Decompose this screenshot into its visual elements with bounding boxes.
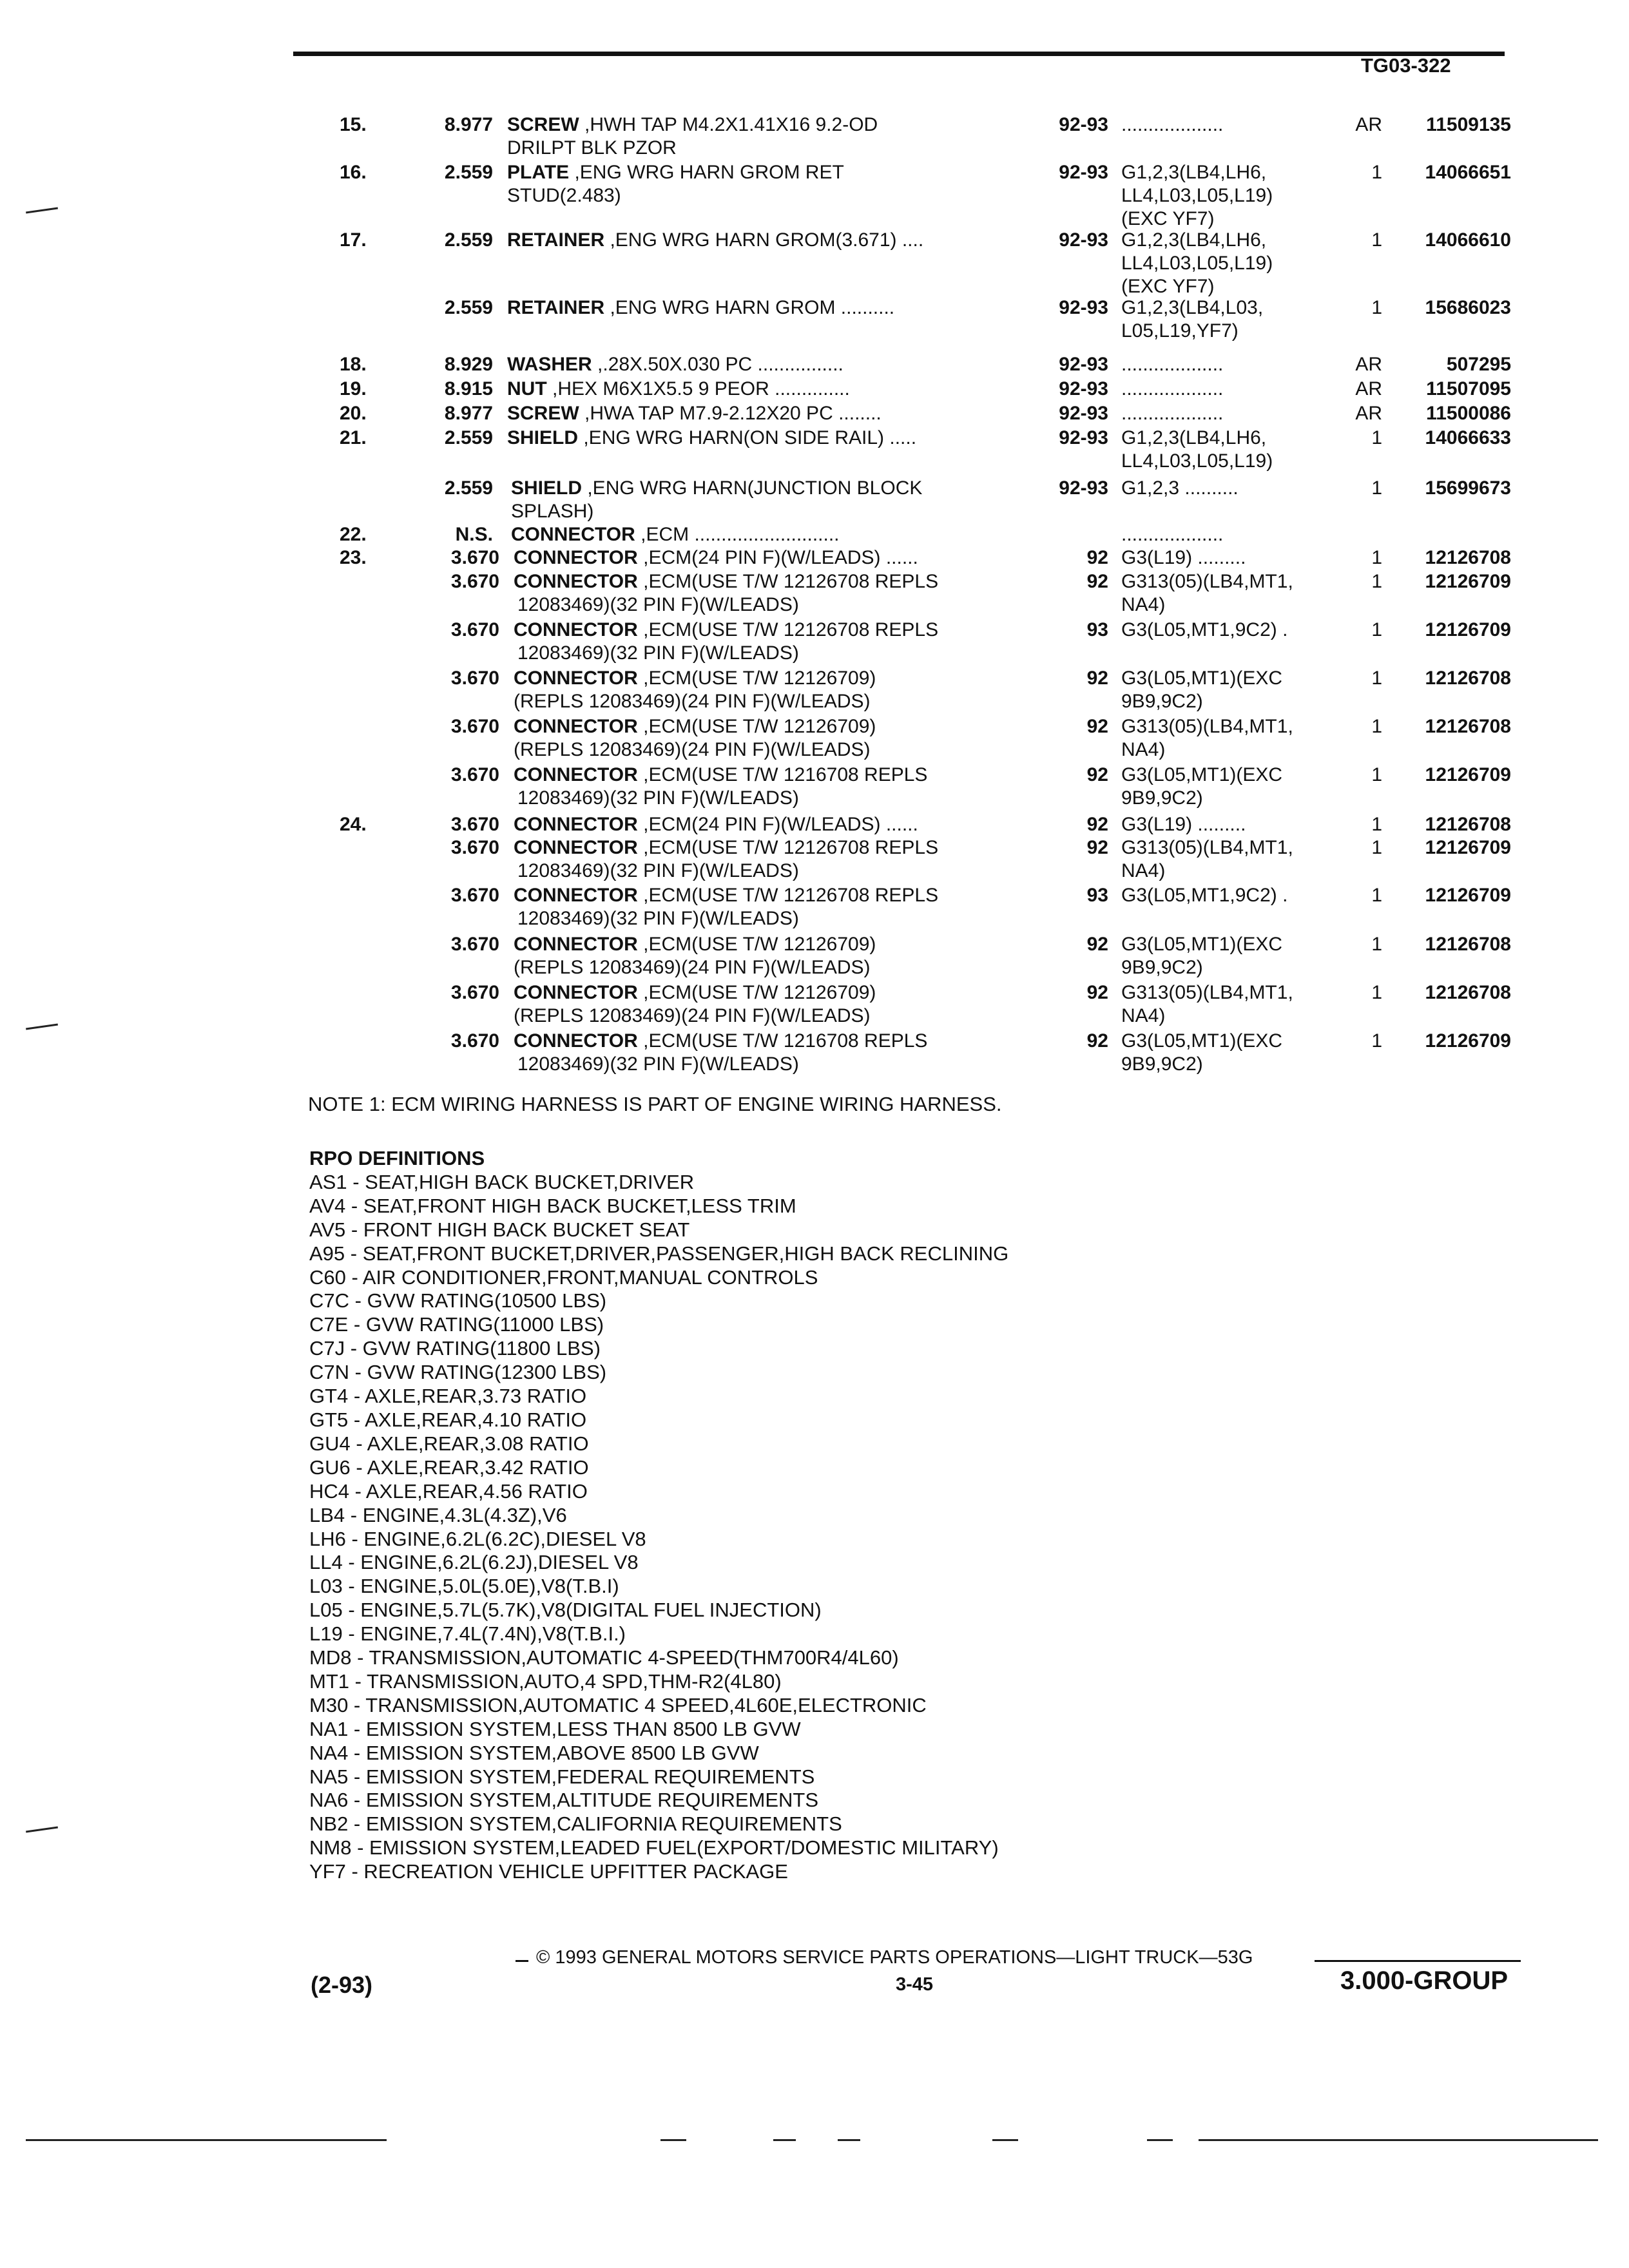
catalog-number: 2.559 xyxy=(444,427,493,448)
part-description xyxy=(507,427,916,450)
catalog-number: 3.670 xyxy=(450,837,499,858)
part-name: SCREW xyxy=(507,114,579,135)
part-detail: ,ECM(USE T/W 1216708 REPLS xyxy=(637,1030,928,1052)
rpo-item: LL4 - ENGINE,6.2L(6.2J),DIESEL V8 xyxy=(309,1551,639,1574)
usage-code: G1,2,3(LB4,L03, xyxy=(1121,297,1264,318)
scan-mark xyxy=(660,2139,686,2141)
quantity: AR xyxy=(1355,114,1382,135)
part-detail: ,ECM ........................... xyxy=(635,524,840,545)
part-number: 14066610 xyxy=(1425,229,1511,251)
usage-code-continued: 9B9,9C2) xyxy=(1121,1053,1203,1075)
item-number: 21. xyxy=(340,427,367,448)
quantity: 1 xyxy=(1371,814,1382,835)
part-number: 12126709 xyxy=(1425,885,1511,906)
part-description xyxy=(507,378,850,401)
catalog-number: 3.670 xyxy=(450,982,499,1003)
part-description-continued: 12083469)(32 PIN F)(W/LEADS) xyxy=(517,908,799,929)
rpo-item: GT4 - AXLE,REAR,3.73 RATIO xyxy=(309,1385,587,1408)
rpo-item: LB4 - ENGINE,4.3L(4.3Z),V6 xyxy=(309,1503,567,1526)
part-description-continued: 12083469)(32 PIN F)(W/LEADS) xyxy=(517,787,799,809)
part-name: PLATE xyxy=(507,162,570,183)
usage-code: G3(L19) ......... xyxy=(1121,547,1246,568)
part-row xyxy=(0,570,1629,619)
part-detail: ,ENG WRG HARN(JUNCTION BLOCK xyxy=(582,477,923,499)
part-name: CONNECTOR xyxy=(514,814,638,835)
rpo-item: MT1 - TRANSMISSION,AUTO,4 SPD,THM-R2(4L80) xyxy=(309,1669,782,1693)
part-detail: ,ECM(USE T/W 12126709) xyxy=(637,716,876,737)
part-description xyxy=(514,813,918,836)
part-row xyxy=(0,1030,1629,1079)
usage-code-continued: LL4,L03,L05,L19) xyxy=(1121,185,1273,206)
footer-group: 3.000-GROUP xyxy=(1340,1966,1509,1995)
rpo-item: A95 - SEAT,FRONT BUCKET,DRIVER,PASSENGER,HIGH BACK RECLINING xyxy=(309,1242,1009,1265)
rpo-item: LH6 - ENGINE,6.2L(6.2C),DIESEL V8 xyxy=(309,1527,646,1550)
catalog-number: 8.915 xyxy=(444,378,493,399)
part-number: 14066651 xyxy=(1425,162,1511,183)
part-description xyxy=(514,667,876,690)
part-description xyxy=(507,353,843,376)
rpo-item: C7J - GVW RATING(11800 LBS) xyxy=(309,1337,601,1360)
part-number: 12126709 xyxy=(1425,571,1511,592)
part-description xyxy=(514,1030,927,1053)
usage-code: G1,2,3(LB4,LH6, xyxy=(1121,427,1267,448)
part-description-continued: 12083469)(32 PIN F)(W/LEADS) xyxy=(517,1053,799,1075)
usage-code: G1,2,3(LB4,LH6, xyxy=(1121,229,1267,251)
catalog-number: 3.670 xyxy=(450,1030,499,1052)
quantity: 1 xyxy=(1371,162,1382,183)
rpo-item: NA1 - EMISSION SYSTEM,LESS THAN 8500 LB GVW xyxy=(309,1717,801,1740)
usage-code-continued: 9B9,9C2) xyxy=(1121,957,1203,978)
item-number: 15. xyxy=(340,114,367,135)
usage-code: ................... xyxy=(1121,114,1224,135)
rpo-item: AV5 - FRONT HIGH BACK BUCKET SEAT xyxy=(309,1218,690,1241)
usage-code: G313(05)(LB4,MT1, xyxy=(1121,982,1293,1003)
model-years: 92-93 xyxy=(1059,378,1108,399)
quantity: 1 xyxy=(1371,837,1382,858)
catalog-number: 3.670 xyxy=(450,547,499,568)
part-description-continued: 12083469)(32 PIN F)(W/LEADS) xyxy=(517,594,799,615)
rpo-item: MD8 - TRANSMISSION,AUTOMATIC 4-SPEED(THM700R4/4L60) xyxy=(309,1646,899,1669)
rpo-definitions xyxy=(309,1147,1008,1884)
part-number: 12126709 xyxy=(1425,837,1511,858)
part-detail: ,HWH TAP M4.2X1.41X16 9.2-OD xyxy=(579,114,878,135)
part-detail: ,ECM(USE T/W 1216708 REPLS xyxy=(637,764,928,785)
usage-code: ................... xyxy=(1121,524,1224,545)
part-detail: ,ENG WRG HARN(ON SIDE RAIL) ..... xyxy=(578,427,917,448)
usage-code: ................... xyxy=(1121,354,1224,375)
catalog-number: 3.670 xyxy=(450,764,499,785)
part-detail: ,ENG WRG HARN GROM .......... xyxy=(604,297,895,318)
part-description xyxy=(514,619,938,642)
part-row xyxy=(0,296,1629,345)
part-name: CONNECTOR xyxy=(514,885,638,906)
part-row xyxy=(0,113,1629,162)
model-years: 92-93 xyxy=(1059,477,1108,499)
rpo-list xyxy=(309,1171,1008,1884)
model-years: 92-93 xyxy=(1059,114,1108,135)
item-number: 18. xyxy=(340,354,367,375)
part-detail: ,ECM(USE T/W 12126708 REPLS xyxy=(637,571,939,592)
scan-mark xyxy=(26,2139,387,2141)
rpo-item: AS1 - SEAT,HIGH BACK BUCKET,DRIVER xyxy=(309,1170,695,1193)
part-number: 11500086 xyxy=(1426,403,1511,424)
part-detail: ,ECM(USE T/W 12126708 REPLS xyxy=(637,885,939,906)
usage-code-continued: NA4) xyxy=(1121,594,1166,615)
part-description xyxy=(514,836,938,860)
part-description-continued: (REPLS 12083469)(24 PIN F)(W/LEADS) xyxy=(514,739,871,760)
rpo-item: AV4 - SEAT,FRONT HIGH BACK BUCKET,LESS TRIM xyxy=(309,1194,796,1217)
quantity: 1 xyxy=(1371,427,1382,448)
part-name: SCREW xyxy=(507,403,579,424)
rpo-item: M30 - TRANSMISSION,AUTOMATIC 4 SPEED,4L60E,ELECTRONIC xyxy=(309,1693,927,1716)
catalog-number: 2.559 xyxy=(444,477,493,499)
part-description-continued: 12083469)(32 PIN F)(W/LEADS) xyxy=(517,860,799,881)
usage-code-continued: LL4,L03,L05,L19) xyxy=(1121,253,1273,274)
catalog-number: 2.559 xyxy=(444,162,493,183)
usage-code: G3(L05,MT1)(EXC xyxy=(1121,1030,1283,1052)
part-description xyxy=(507,161,844,184)
rpo-item: NA5 - EMISSION SYSTEM,FEDERAL REQUIREMENTS xyxy=(309,1765,815,1788)
part-number: 12126709 xyxy=(1425,619,1511,640)
catalog-number: 3.670 xyxy=(450,934,499,955)
rpo-item: NM8 - EMISSION SYSTEM,LEADED FUEL(EXPORT/DOMESTIC MILITARY) xyxy=(309,1836,999,1860)
part-description xyxy=(514,715,876,738)
part-number: 11509135 xyxy=(1426,114,1511,135)
item-number: 19. xyxy=(340,378,367,399)
quantity: 1 xyxy=(1371,764,1382,785)
part-description xyxy=(507,113,878,137)
usage-code-continued: (EXC YF7) xyxy=(1121,276,1215,297)
part-row xyxy=(0,667,1629,716)
part-name: WASHER xyxy=(507,354,592,375)
part-number: 11507095 xyxy=(1426,378,1511,399)
part-detail: ,ECM(USE T/W 12126709) xyxy=(637,668,876,689)
footer-date: (2-93) xyxy=(311,1972,373,1998)
rpo-item: GT5 - AXLE,REAR,4.10 RATIO xyxy=(309,1408,587,1431)
part-description xyxy=(514,546,918,570)
catalog-number: 3.670 xyxy=(450,619,499,640)
part-name: CONNECTOR xyxy=(514,934,638,955)
catalog-number: 3.670 xyxy=(450,716,499,737)
page-id: TG03-322 xyxy=(1361,54,1451,77)
part-description xyxy=(511,477,922,500)
usage-code-continued: (EXC YF7) xyxy=(1121,208,1215,229)
part-description xyxy=(507,229,923,252)
catalog-number: 3.670 xyxy=(450,571,499,592)
item-number: 16. xyxy=(340,162,367,183)
catalog-number: N.S. xyxy=(455,524,493,545)
part-row xyxy=(0,836,1629,885)
item-number: 24. xyxy=(340,814,367,835)
item-number: 22. xyxy=(340,524,367,545)
part-number: 12126708 xyxy=(1425,716,1511,737)
model-years: 92 xyxy=(1086,571,1108,592)
part-row xyxy=(0,427,1629,476)
part-name: RETAINER xyxy=(507,297,605,318)
part-description-continued: 12083469)(32 PIN F)(W/LEADS) xyxy=(517,642,799,664)
part-name: CONNECTOR xyxy=(514,619,638,640)
part-row xyxy=(0,229,1629,297)
quantity: 1 xyxy=(1371,885,1382,906)
part-number: 12126709 xyxy=(1425,764,1511,785)
usage-code: G3(L05,MT1,9C2) . xyxy=(1121,885,1288,906)
rpo-item: YF7 - RECREATION VEHICLE UPFITTER PACKAGE xyxy=(309,1860,788,1883)
model-years: 92-93 xyxy=(1059,297,1108,318)
model-years: 92-93 xyxy=(1059,354,1108,375)
part-number: 12126708 xyxy=(1425,547,1511,568)
part-number: 507295 xyxy=(1446,354,1511,375)
part-name: CONNECTOR xyxy=(514,764,638,785)
catalog-number: 3.670 xyxy=(450,885,499,906)
catalog-number: 3.670 xyxy=(450,668,499,689)
catalog-number: 2.559 xyxy=(444,229,493,251)
part-description-continued: (REPLS 12083469)(24 PIN F)(W/LEADS) xyxy=(514,1005,871,1026)
part-number: 15699673 xyxy=(1425,477,1511,499)
quantity: 1 xyxy=(1371,571,1382,592)
part-detail: ,ECM(USE T/W 12126709) xyxy=(637,982,876,1003)
part-number: 15686023 xyxy=(1425,297,1511,318)
rpo-item: L03 - ENGINE,5.0L(5.0E),V8(T.B.I) xyxy=(309,1575,619,1598)
model-years: 92 xyxy=(1086,1030,1108,1052)
model-years: 92 xyxy=(1086,668,1108,689)
usage-code: G1,2,3 .......... xyxy=(1121,477,1239,499)
part-row xyxy=(0,764,1629,812)
model-years: 92 xyxy=(1086,547,1108,568)
part-description xyxy=(511,523,840,546)
usage-code: G3(L05,MT1)(EXC xyxy=(1121,934,1283,955)
part-description-continued: DRILPT BLK PZOR xyxy=(507,137,677,159)
model-years: 92-93 xyxy=(1059,229,1108,251)
scan-mark xyxy=(992,2139,1018,2141)
part-description-continued: (REPLS 12083469)(24 PIN F)(W/LEADS) xyxy=(514,957,871,978)
catalog-number: 8.977 xyxy=(444,114,493,135)
part-description-continued: (REPLS 12083469)(24 PIN F)(W/LEADS) xyxy=(514,691,871,712)
part-detail: ,.28X.50X.030 PC ................ xyxy=(592,354,843,375)
part-detail: ,ECM(USE T/W 12126708 REPLS xyxy=(637,619,939,640)
part-name: CONNECTOR xyxy=(514,547,638,568)
part-row xyxy=(0,161,1629,229)
usage-code-continued: NA4) xyxy=(1121,860,1166,881)
quantity: AR xyxy=(1355,354,1382,375)
part-description xyxy=(507,296,894,320)
model-years: 92 xyxy=(1086,934,1108,955)
model-years: 92-93 xyxy=(1059,427,1108,448)
rpo-item: C7C - GVW RATING(10500 LBS) xyxy=(309,1289,607,1312)
item-number: 23. xyxy=(340,547,367,568)
quantity: 1 xyxy=(1371,1030,1382,1052)
rpo-item: C60 - AIR CONDITIONER,FRONT,MANUAL CONTROLS xyxy=(309,1265,818,1289)
usage-code-continued: 9B9,9C2) xyxy=(1121,691,1203,712)
rpo-item: GU6 - AXLE,REAR,3.42 RATIO xyxy=(309,1456,589,1479)
rpo-item: GU4 - AXLE,REAR,3.08 RATIO xyxy=(309,1432,589,1455)
rpo-item: L05 - ENGINE,5.7L(5.7K),V8(DIGITAL FUEL INJECTION) xyxy=(309,1599,822,1622)
rpo-item: NB2 - EMISSION SYSTEM,CALIFORNIA REQUIREMENTS xyxy=(309,1812,842,1836)
quantity: 1 xyxy=(1371,934,1382,955)
usage-code: ................... xyxy=(1121,403,1224,424)
part-detail: ,ECM(24 PIN F)(W/LEADS) ...... xyxy=(637,814,918,835)
scan-mark xyxy=(26,1827,58,1833)
scan-mark xyxy=(773,2139,796,2141)
part-row xyxy=(0,981,1629,1030)
model-years: 92 xyxy=(1086,764,1108,785)
rpo-item: C7E - GVW RATING(11000 LBS) xyxy=(309,1313,604,1336)
usage-code-continued: NA4) xyxy=(1121,1005,1166,1026)
part-number: 12126709 xyxy=(1425,1030,1511,1052)
usage-code-continued: NA4) xyxy=(1121,739,1166,760)
quantity: 1 xyxy=(1371,982,1382,1003)
part-description-continued: SPLASH) xyxy=(511,501,594,522)
part-name: CONNECTOR xyxy=(511,524,635,545)
rpo-item: C7N - GVW RATING(12300 LBS) xyxy=(309,1361,607,1384)
part-row xyxy=(0,619,1629,668)
part-detail: ,HWA TAP M7.9-2.12X20 PC ........ xyxy=(579,403,882,424)
part-description-continued: STUD(2.483) xyxy=(507,185,621,206)
quantity: 1 xyxy=(1371,619,1382,640)
quantity: 1 xyxy=(1371,297,1382,318)
part-description xyxy=(514,764,927,787)
usage-code: G313(05)(LB4,MT1, xyxy=(1121,571,1293,592)
rpo-item: L19 - ENGINE,7.4L(7.4N),V8(T.B.I.) xyxy=(309,1622,626,1646)
usage-code: G3(L19) ......... xyxy=(1121,814,1246,835)
quantity: 1 xyxy=(1371,547,1382,568)
part-name: SHIELD xyxy=(507,427,579,448)
top-rule xyxy=(293,52,1505,56)
rpo-item: NA6 - EMISSION SYSTEM,ALTITUDE REQUIREMENTS xyxy=(309,1789,819,1812)
catalog-number: 3.670 xyxy=(450,814,499,835)
part-row xyxy=(0,933,1629,982)
part-detail: ,ENG WRG HARN GROM RET xyxy=(569,162,844,183)
usage-code-continued: L05,L19,YF7) xyxy=(1121,320,1239,341)
quantity: 1 xyxy=(1371,716,1382,737)
part-row xyxy=(0,715,1629,764)
part-description xyxy=(507,402,882,425)
model-years: 93 xyxy=(1086,619,1108,640)
part-name: CONNECTOR xyxy=(514,668,638,689)
model-years: 92 xyxy=(1086,716,1108,737)
part-detail: ,HEX M6X1X5.5 9 PEOR .............. xyxy=(546,378,850,399)
part-number: 12126708 xyxy=(1425,668,1511,689)
part-name: CONNECTOR xyxy=(514,837,638,858)
part-row xyxy=(0,477,1629,526)
scan-mark xyxy=(1199,2139,1598,2141)
quantity: AR xyxy=(1355,403,1382,424)
quantity: 1 xyxy=(1371,229,1382,251)
scan-mark xyxy=(1147,2139,1173,2141)
usage-code: G3(L05,MT1)(EXC xyxy=(1121,668,1283,689)
usage-code: G1,2,3(LB4,LH6, xyxy=(1121,162,1267,183)
part-name: CONNECTOR xyxy=(514,716,638,737)
model-years: 92-93 xyxy=(1059,162,1108,183)
part-name: NUT xyxy=(507,378,547,399)
item-number: 17. xyxy=(340,229,367,251)
catalog-number: 2.559 xyxy=(444,297,493,318)
usage-code: G3(L05,MT1,9C2) . xyxy=(1121,619,1288,640)
model-years: 92 xyxy=(1086,982,1108,1003)
part-detail: ,ECM(USE T/W 12126708 REPLS xyxy=(637,837,939,858)
usage-code: G313(05)(LB4,MT1, xyxy=(1121,716,1293,737)
scan-mark xyxy=(838,2139,860,2141)
part-name: CONNECTOR xyxy=(514,571,638,592)
part-name: CONNECTOR xyxy=(514,1030,638,1052)
part-detail: ,ECM(24 PIN F)(W/LEADS) ...... xyxy=(637,547,918,568)
part-name: SHIELD xyxy=(511,477,583,499)
part-description xyxy=(514,884,938,907)
part-description xyxy=(514,933,876,956)
usage-code: ................... xyxy=(1121,378,1224,399)
model-years: 92 xyxy=(1086,814,1108,835)
part-number: 14066633 xyxy=(1425,427,1511,448)
part-row xyxy=(0,884,1629,933)
footer-page-number: 3-45 xyxy=(896,1974,934,1995)
part-number: 12126708 xyxy=(1425,934,1511,955)
catalog-number: 8.977 xyxy=(444,403,493,424)
usage-code-continued: LL4,L03,L05,L19) xyxy=(1121,450,1273,472)
footer-copyright: © 1993 GENERAL MOTORS SERVICE PARTS OPERATIONS—LIGHT TRUCK—53G xyxy=(536,1947,1253,1968)
rpo-item: NA4 - EMISSION SYSTEM,ABOVE 8500 LB GVW xyxy=(309,1741,759,1764)
quantity: AR xyxy=(1355,378,1382,399)
part-detail: ,ENG WRG HARN GROM(3.671) .... xyxy=(604,229,924,251)
rpo-item: HC4 - AXLE,REAR,4.56 RATIO xyxy=(309,1479,588,1503)
part-detail: ,ECM(USE T/W 12126709) xyxy=(637,934,876,955)
model-years: 92-93 xyxy=(1059,403,1108,424)
usage-code: G313(05)(LB4,MT1, xyxy=(1121,837,1293,858)
catalog-number: 8.929 xyxy=(444,354,493,375)
part-name: RETAINER xyxy=(507,229,605,251)
usage-code-continued: 9B9,9C2) xyxy=(1121,787,1203,809)
part-description xyxy=(514,570,938,593)
quantity: 1 xyxy=(1371,477,1382,499)
footer-rule-right xyxy=(1315,1960,1521,1962)
quantity: 1 xyxy=(1371,668,1382,689)
model-years: 93 xyxy=(1086,885,1108,906)
part-number: 12126708 xyxy=(1425,982,1511,1003)
part-number: 12126708 xyxy=(1425,814,1511,835)
part-description xyxy=(514,981,876,1004)
usage-code: G3(L05,MT1)(EXC xyxy=(1121,764,1283,785)
model-years: 92 xyxy=(1086,837,1108,858)
item-number: 20. xyxy=(340,403,367,424)
footer-rule-left xyxy=(516,1960,528,1962)
rpo-title: RPO DEFINITIONS xyxy=(309,1147,485,1169)
note: NOTE 1: ECM WIRING HARNESS IS PART OF ENGINE WIRING HARNESS. xyxy=(308,1093,1002,1115)
part-name: CONNECTOR xyxy=(514,982,638,1003)
